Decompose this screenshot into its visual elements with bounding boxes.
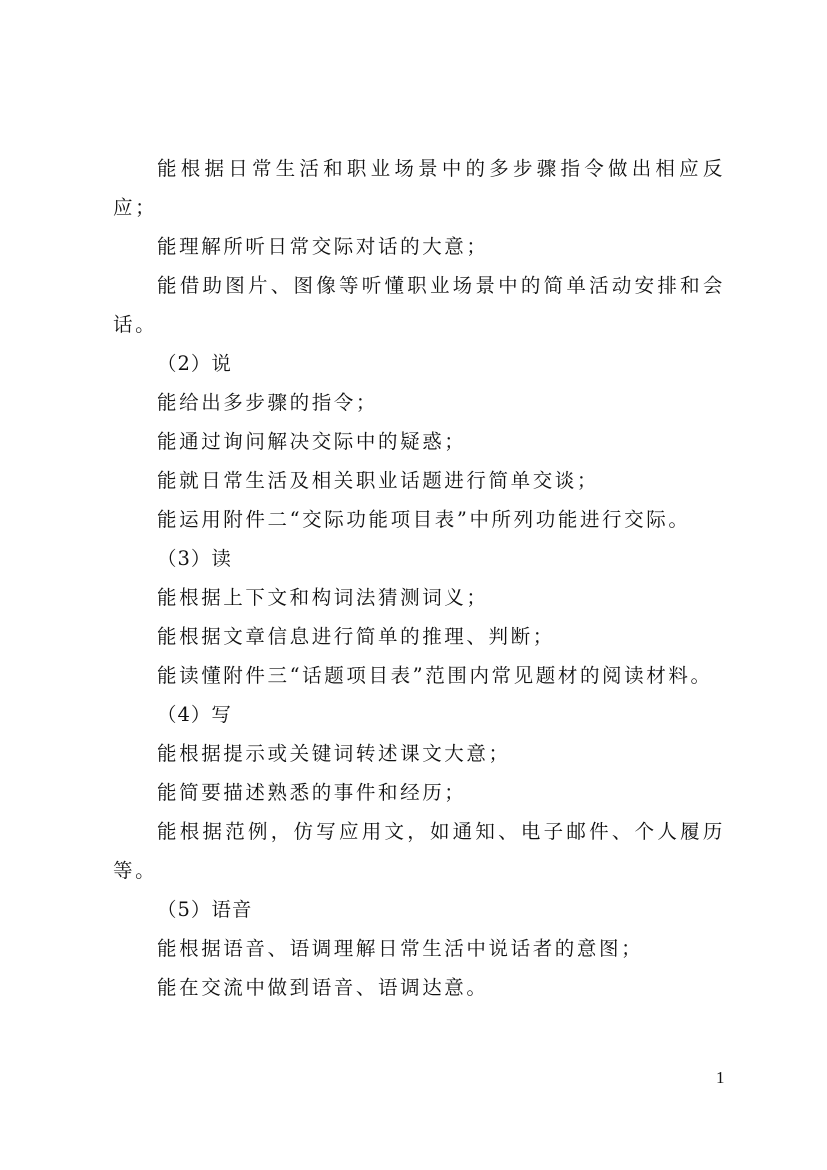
speak-item-2: 能通过询问解决交际中的疑惑； [157, 430, 467, 453]
page-number: 1 [716, 1068, 725, 1087]
speak-heading: （2）说 [157, 352, 232, 375]
read-item-2: 能根据文章信息进行简单的推理、判断； [157, 625, 555, 648]
speak-item-4: 能运用附件二“交际功能项目表”中所列功能进行交际。 [157, 508, 691, 531]
read-heading: （3）读 [157, 547, 232, 570]
listen-item-1: 能根据日常生活和职业场景中的多步骤指令做出相应反应； [113, 157, 725, 219]
pronunciation-item-1: 能根据语音、语调理解日常生活中说话者的意图； [157, 937, 644, 960]
pronunciation-heading: （5）语音 [157, 898, 253, 921]
listen-item-2: 能理解所听日常交际对话的大意； [157, 235, 489, 258]
speak-item-3: 能就日常生活及相关职业话题进行简单交谈； [157, 469, 600, 492]
pronunciation-item-2: 能在交流中做到语音、语调达意。 [157, 976, 489, 999]
speak-item-1: 能给出多步骤的指令； [157, 391, 379, 414]
listen-item-3: 能借助图片、图像等听懂职业场景中的简单活动安排和会话。 [113, 274, 725, 336]
read-item-1: 能根据上下文和构词法猜测词义； [157, 586, 489, 609]
write-item-1: 能根据提示或关键词转述课文大意； [157, 742, 511, 765]
write-item-3: 能根据范例，仿写应用文，如通知、电子邮件、个人履历等。 [113, 820, 725, 882]
write-heading: （4）写 [157, 703, 232, 726]
read-item-3: 能读懂附件三“话题项目表”范围内常见题材的阅读材料。 [157, 664, 713, 687]
document-body [113, 149, 725, 1007]
write-item-2: 能简要描述熟悉的事件和经历； [157, 781, 467, 804]
